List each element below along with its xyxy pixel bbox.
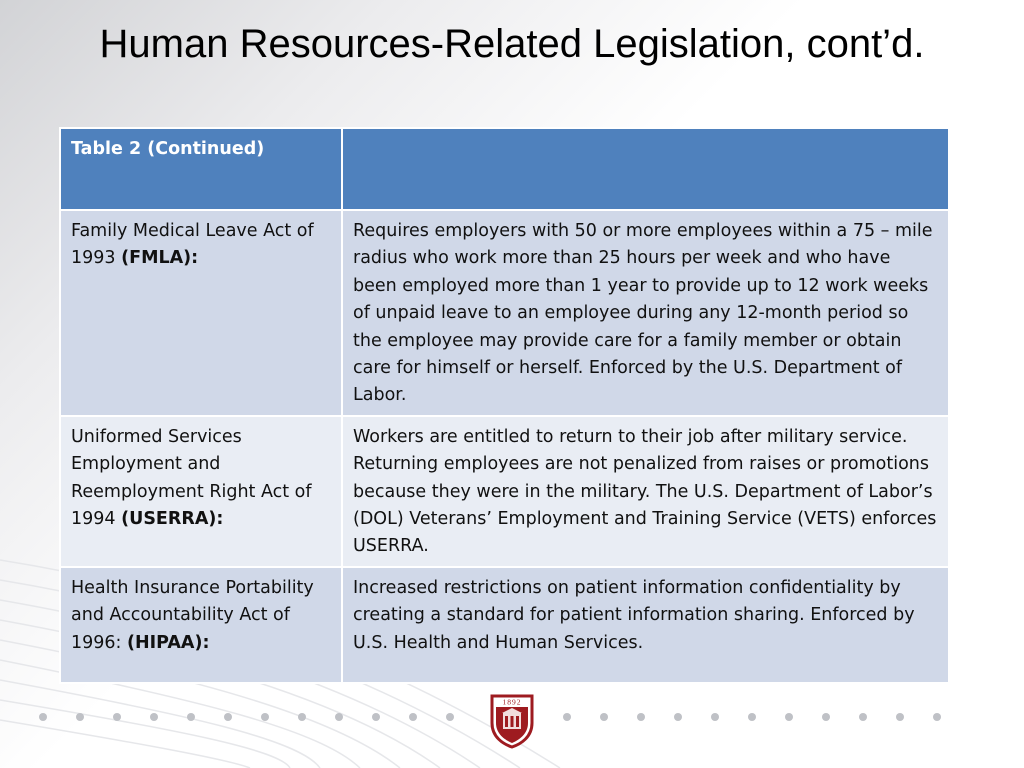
table-header-title: Table 2 (Continued) (60, 128, 342, 210)
dot (674, 713, 682, 721)
dot (822, 713, 830, 721)
table-row (60, 210, 949, 416)
dot (859, 713, 867, 721)
act-description: Workers are entitled to return to their job after military service. Returning employees are not penalized from raises or promotions because they were in the military. The U.S. Department of Labor’s (DOL) Veterans’ Employment and Training Service (VETS) enforces USERRA. (342, 416, 949, 567)
act-abbreviation: (HIPAA): (127, 632, 210, 653)
dot (335, 713, 343, 721)
act-abbreviation: (USERRA): (121, 509, 224, 530)
dot (409, 713, 417, 721)
dot (933, 713, 941, 721)
seal-year: 1892 (502, 697, 522, 707)
dot (261, 713, 269, 721)
dot (896, 713, 904, 721)
dot (785, 713, 793, 721)
act-name-cell (60, 210, 342, 416)
act-name: Health Insurance Portability and Accountability Act of 1996: (71, 577, 314, 653)
dot (113, 713, 121, 721)
legislation-table (59, 127, 950, 684)
dot (446, 713, 454, 721)
act-description: Increased restrictions on patient information confidentiality by creating a standard for patient information sharing. Enforced by U.S. Health and Human Services. (342, 567, 949, 683)
act-name-cell (60, 416, 342, 567)
table-row (60, 567, 949, 683)
act-name: Family Medical Leave Act of 1993 (71, 221, 314, 269)
table-header-row (60, 128, 949, 210)
dot (711, 713, 719, 721)
act-description: Requires employers with 50 or more employees within a 75 – mile radius who work more than 25 hours per week and who have been employed more than 1 year to provide up to 12 work weeks of unpaid leave to an employee during any 12-month period so the employee may provide care for a family member or obtain care for himself or herself. Enforced by the U.S. Department of Labor. (342, 210, 949, 416)
dot (372, 713, 380, 721)
table-row (60, 416, 949, 567)
university-seal-logo (489, 693, 535, 749)
act-name: Uniformed Services Employment and Reemployment Right Act of 1994 (71, 426, 312, 530)
dot (563, 713, 571, 721)
dot (150, 713, 158, 721)
act-name-cell (60, 567, 342, 683)
dot (600, 713, 608, 721)
footer-dots-right (563, 708, 941, 726)
act-abbreviation: (FMLA): (121, 248, 199, 269)
table-header-empty (342, 128, 949, 210)
dot (76, 713, 84, 721)
footer-dots-left (39, 708, 483, 726)
dot (748, 713, 756, 721)
dot (187, 713, 195, 721)
dot (224, 713, 232, 721)
slide-title: Human Resources-Related Legislation, cont’d. (99, 22, 925, 66)
dot (39, 713, 47, 721)
dot (298, 713, 306, 721)
dot (637, 713, 645, 721)
